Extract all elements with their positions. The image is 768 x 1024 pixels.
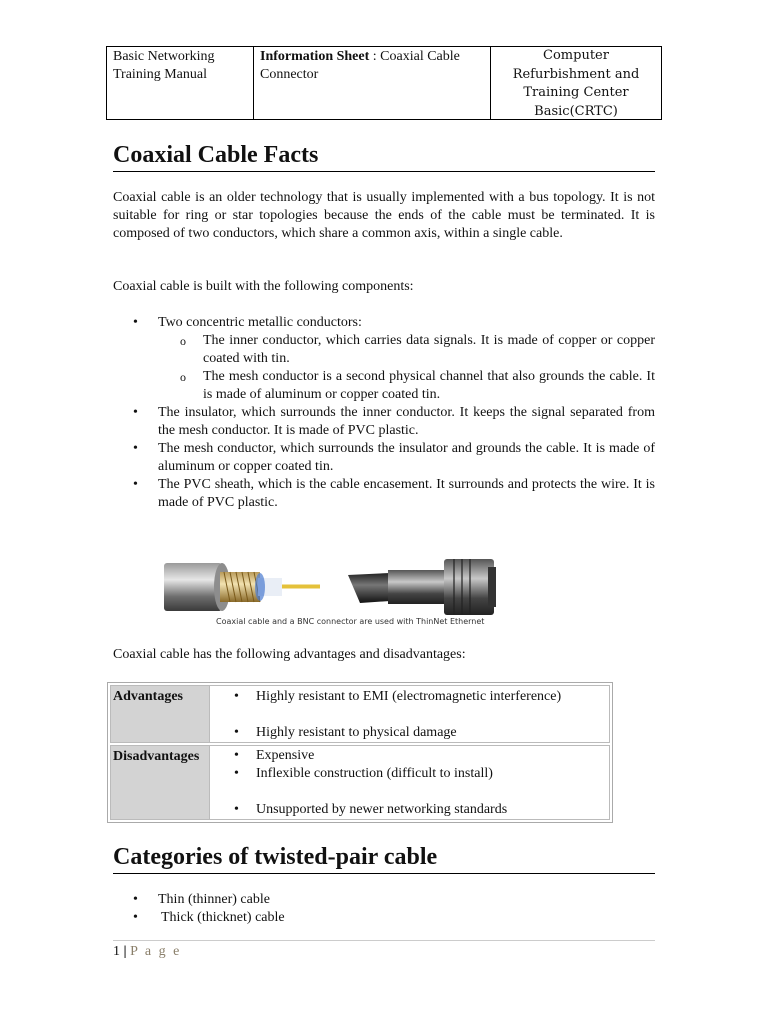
advantages-label: Advantages: [111, 686, 210, 742]
list-item-text: Highly resistant to physical damage: [256, 725, 457, 740]
bullet-icon: •: [234, 748, 239, 763]
table-row: [110, 745, 610, 820]
header-middle-bold: Information Sheet: [260, 49, 370, 64]
list-item-text: The mesh conductor, which surrounds the insulator and grounds the cable. It is made of aluminum or copper coated tin.: [158, 441, 655, 474]
list-item: [234, 801, 508, 819]
bullet-icon: •: [234, 725, 239, 740]
list-item-text: Highly resistant to EMI (electromagnetic interference): [256, 689, 562, 704]
list-item: [234, 765, 493, 783]
categories-list: [113, 891, 655, 927]
page-label: P a g e: [130, 944, 182, 959]
bullet-icon: •: [234, 802, 239, 817]
list-item: [158, 332, 655, 368]
list-item-text: Inflexible construction (difficult to install): [256, 766, 493, 781]
components-list: [113, 314, 655, 512]
list-item-text: Unsupported by newer networking standards: [256, 802, 508, 817]
sub-bullet-icon: o: [180, 370, 186, 384]
bullet-icon: •: [133, 910, 138, 925]
bullet-icon: •: [133, 315, 138, 330]
list-item-text: Expensive: [256, 748, 315, 763]
list-item: [234, 747, 315, 765]
bullet-icon: •: [133, 892, 138, 907]
section-title-coaxial: Coaxial Cable Facts: [113, 140, 655, 172]
list-item: [113, 476, 655, 512]
list-item: [113, 891, 655, 909]
components-intro: Coaxial cable is built with the following components:: [113, 279, 414, 294]
header-table: [106, 46, 662, 120]
list-item-text: Two concentric metallic conductors:: [158, 315, 362, 330]
bullet-icon: •: [133, 441, 138, 456]
footer-divider: [113, 940, 655, 941]
list-item: [113, 404, 655, 440]
advantages-table: [107, 682, 613, 823]
bullet-icon: •: [133, 477, 138, 492]
header-left-cell: Basic Networking Training Manual: [107, 47, 254, 119]
intro-paragraph: Coaxial cable is an older technology that is usually implemented with a bus topology. It is not suitable for ring or star topologies because the ends of the cable must be terminated. It is composed of two conductors, which share a common axis, within a single cable.: [113, 190, 655, 241]
bnc-connector-icon: [348, 559, 496, 615]
header-right-cell: Computer Refurbishment and Training Center Basic(CRTC): [512, 48, 640, 119]
list-item-text: The insulator, which surrounds the inner conductor. It keeps the signal separated from the mesh conductor. It is made of PVC plastic.: [158, 405, 655, 438]
list-item: [113, 440, 655, 476]
page-number: 1: [113, 944, 120, 959]
sub-list: [158, 332, 655, 404]
page-footer: [113, 943, 181, 961]
list-item: [158, 368, 655, 404]
list-item-text: Thin (thinner) cable: [158, 892, 270, 907]
table-row: [110, 685, 610, 743]
header-middle-cell: [254, 47, 491, 119]
advantages-intro: Coaxial cable has the following advantages and disadvantages:: [113, 647, 466, 662]
section-title-twisted-pair: Categories of twisted-pair cable: [113, 842, 655, 874]
list-item: [113, 314, 655, 404]
bullet-icon: •: [133, 405, 138, 420]
list-item-text: The inner conductor, which carries data signals. It is made of copper or copper coated with tin.: [203, 333, 655, 366]
disadvantages-cell: [212, 746, 609, 819]
advantages-cell: [212, 686, 609, 742]
list-item-text: The mesh conductor is a second physical channel that also grounds the cable. It is made of aluminum or copper coated tin.: [203, 369, 655, 402]
list-item: [234, 724, 457, 742]
list-item: [113, 909, 655, 927]
disadvantages-label: Disadvantages: [111, 746, 210, 819]
coaxial-cable-icon: [164, 563, 320, 611]
sub-bullet-icon: o: [180, 334, 186, 348]
list-item-text: Thick (thicknet) cable: [161, 910, 285, 925]
bullet-icon: •: [234, 766, 239, 781]
footer-separator: |: [120, 944, 131, 959]
figure-caption: Coaxial cable and a BNC connector are used with ThinNet Ethernet: [216, 617, 485, 626]
header-middle-text: : Coaxial Cable Connector: [260, 49, 460, 82]
bullet-icon: •: [234, 689, 239, 704]
list-item: [234, 688, 562, 706]
list-item-text: The PVC sheath, which is the cable encasement. It surrounds and protects the wire. It is made of PVC plastic.: [158, 477, 655, 510]
